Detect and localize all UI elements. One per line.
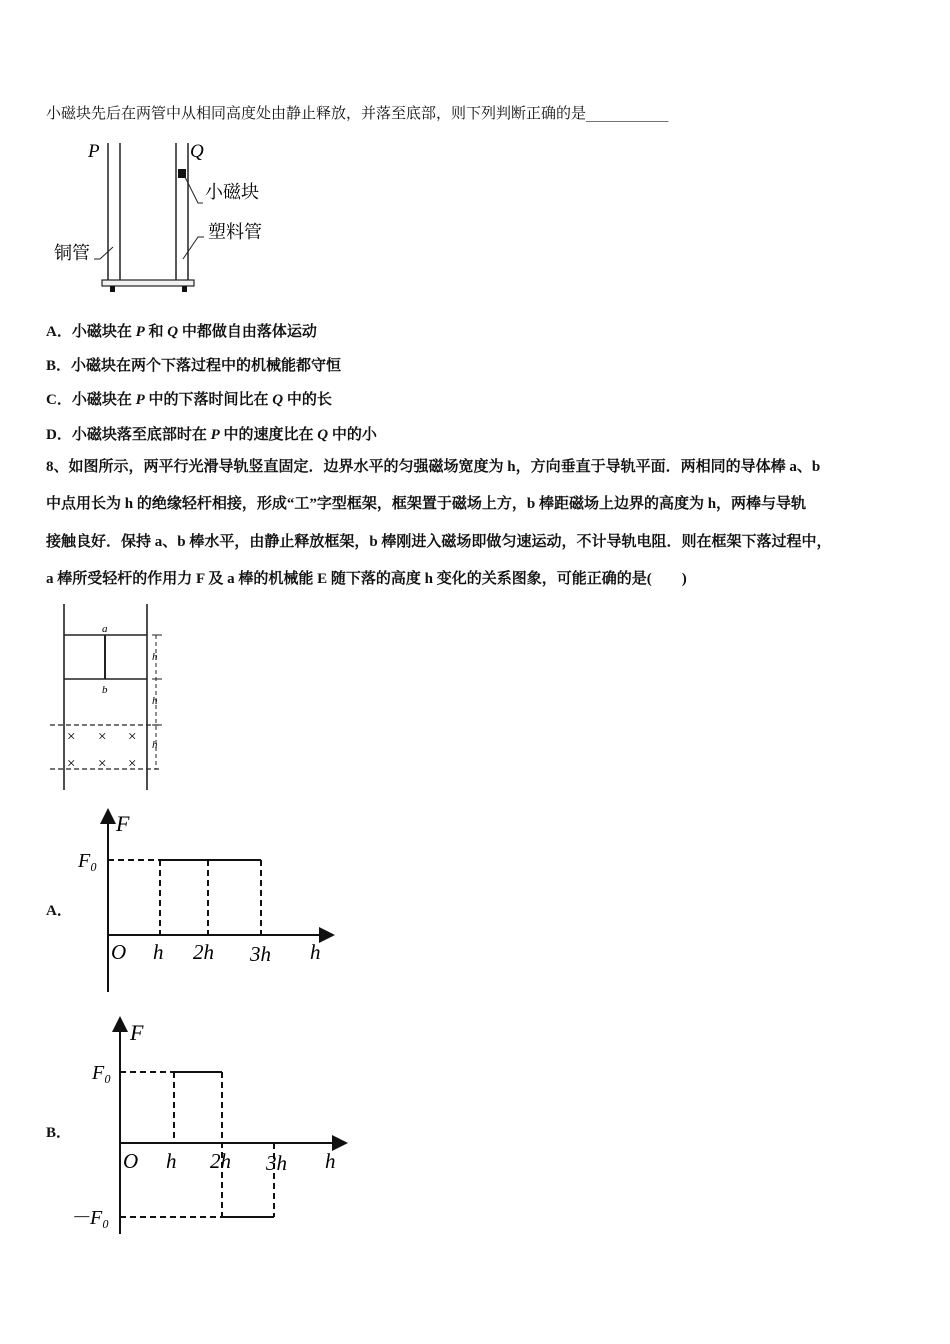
q7-stem [46,103,669,123]
tick-h: h [153,940,164,964]
field-cross: × [128,729,137,745]
q8-graph-b [70,1018,350,1240]
option-var: P [210,427,220,443]
q7-answer-blank: ___________ [586,104,669,122]
label-p: P [88,141,100,162]
y-axis-label: F [116,811,130,836]
q7-option-b[interactable] [46,354,341,375]
q7-option-c[interactable] [46,388,332,409]
small-magnet-block [178,169,186,178]
q8-graph-a [75,810,335,1000]
option-text: 和 [144,324,168,340]
q8-stem-line-4: a 棒所受轻杆的作用力 F 及 a 棒的机械能 E 随下落的高度 h 变化的关系图象，可能正确的是( ) [46,571,687,587]
f0-label: F₀ [78,850,98,872]
label-h-2: h [152,695,158,707]
label-q: Q [190,141,204,162]
x-axis-label: h [310,940,321,964]
option-key: C． [46,392,72,408]
option-key: A． [46,324,72,340]
neg-f0-label: －F₀ [70,1207,110,1229]
base-foot-right [182,286,187,292]
option-key: D． [46,427,72,443]
origin-label: O [111,940,127,964]
f0-label: F₀ [92,1062,112,1084]
q7-option-a[interactable] [46,320,317,341]
option-var: Q [272,392,284,408]
label-small-magnet: 小磁块 [205,182,259,202]
option-var: P [135,324,145,340]
base-foot-left [110,286,115,292]
label-h-1: h [152,651,158,663]
label-h-3: h [152,739,158,751]
q8-stem-line-2: 中点用长为 h 的绝缘轻杆相接，形成“工”字型框架，框架置于磁场上方，b 棒距磁场上边界的高度为 h，两棒与导轨 [46,496,807,512]
option-text: 小磁块在 [71,392,136,408]
q7-option-d[interactable] [46,423,377,444]
label-copper-tube: 铜管 [54,243,90,263]
q8-stem-line-1: 8、如图所示，两平行光滑导轨竖直固定．边界水平的匀强磁场宽度为 h，方向垂直于导轨平面．两相同的导体棒 a、b [46,459,821,475]
tick-2h: 2h [193,940,214,964]
q7-stem-text: 小磁块先后在两管中从相同高度处由静止释放，并落至底部，则下列判断正确的是 [46,104,587,122]
q7-tubes-figure [50,135,280,300]
tick-h: h [166,1149,177,1173]
option-text: 小磁块在 [71,324,136,340]
q8-rails-figure [50,602,180,794]
option-var: P [135,392,145,408]
field-cross: × [98,729,107,745]
x-axis-label: h [325,1149,336,1173]
tick-3h: 3h [250,942,271,966]
y-axis-label: F [130,1020,144,1045]
tick-2h: 2h [210,1149,231,1173]
q8-stem-line-3: 接触良好．保持 a、b 棒水平，由静止释放框架，b 棒刚进入磁场即做匀速运动，不计导轨电阻．则在框架下落过程中， [46,534,832,550]
field-cross: × [98,756,107,772]
field-cross: × [128,756,137,772]
option-var: Q [317,427,329,443]
option-text: 中的长 [283,392,332,408]
label-plastic-tube: 塑料管 [208,222,262,242]
option-text: 中都做自由落体运动 [178,324,317,340]
field-cross: × [67,756,76,772]
tick-3h: 3h [266,1151,287,1175]
q8-option-b-label[interactable]: B． [46,1125,72,1141]
option-var: Q [167,324,179,340]
option-text: 中的小 [328,427,377,443]
label-a: a [102,623,108,635]
base-board [102,280,194,286]
copper-leader-line [94,247,113,259]
plastic-leader-line [183,237,204,259]
label-b: b [102,684,108,696]
option-text: 中的下落时间比在 [144,392,273,408]
option-text: 中的速度比在 [219,427,318,443]
option-key: B． [46,358,72,374]
q8-option-a-label[interactable]: A． [46,903,72,919]
option-text: 小磁块落至底部时在 [71,427,211,443]
field-cross: × [67,729,76,745]
origin-label: O [123,1149,139,1173]
option-text: 小磁块在两个下落过程中的机械能都守恒 [71,358,342,374]
